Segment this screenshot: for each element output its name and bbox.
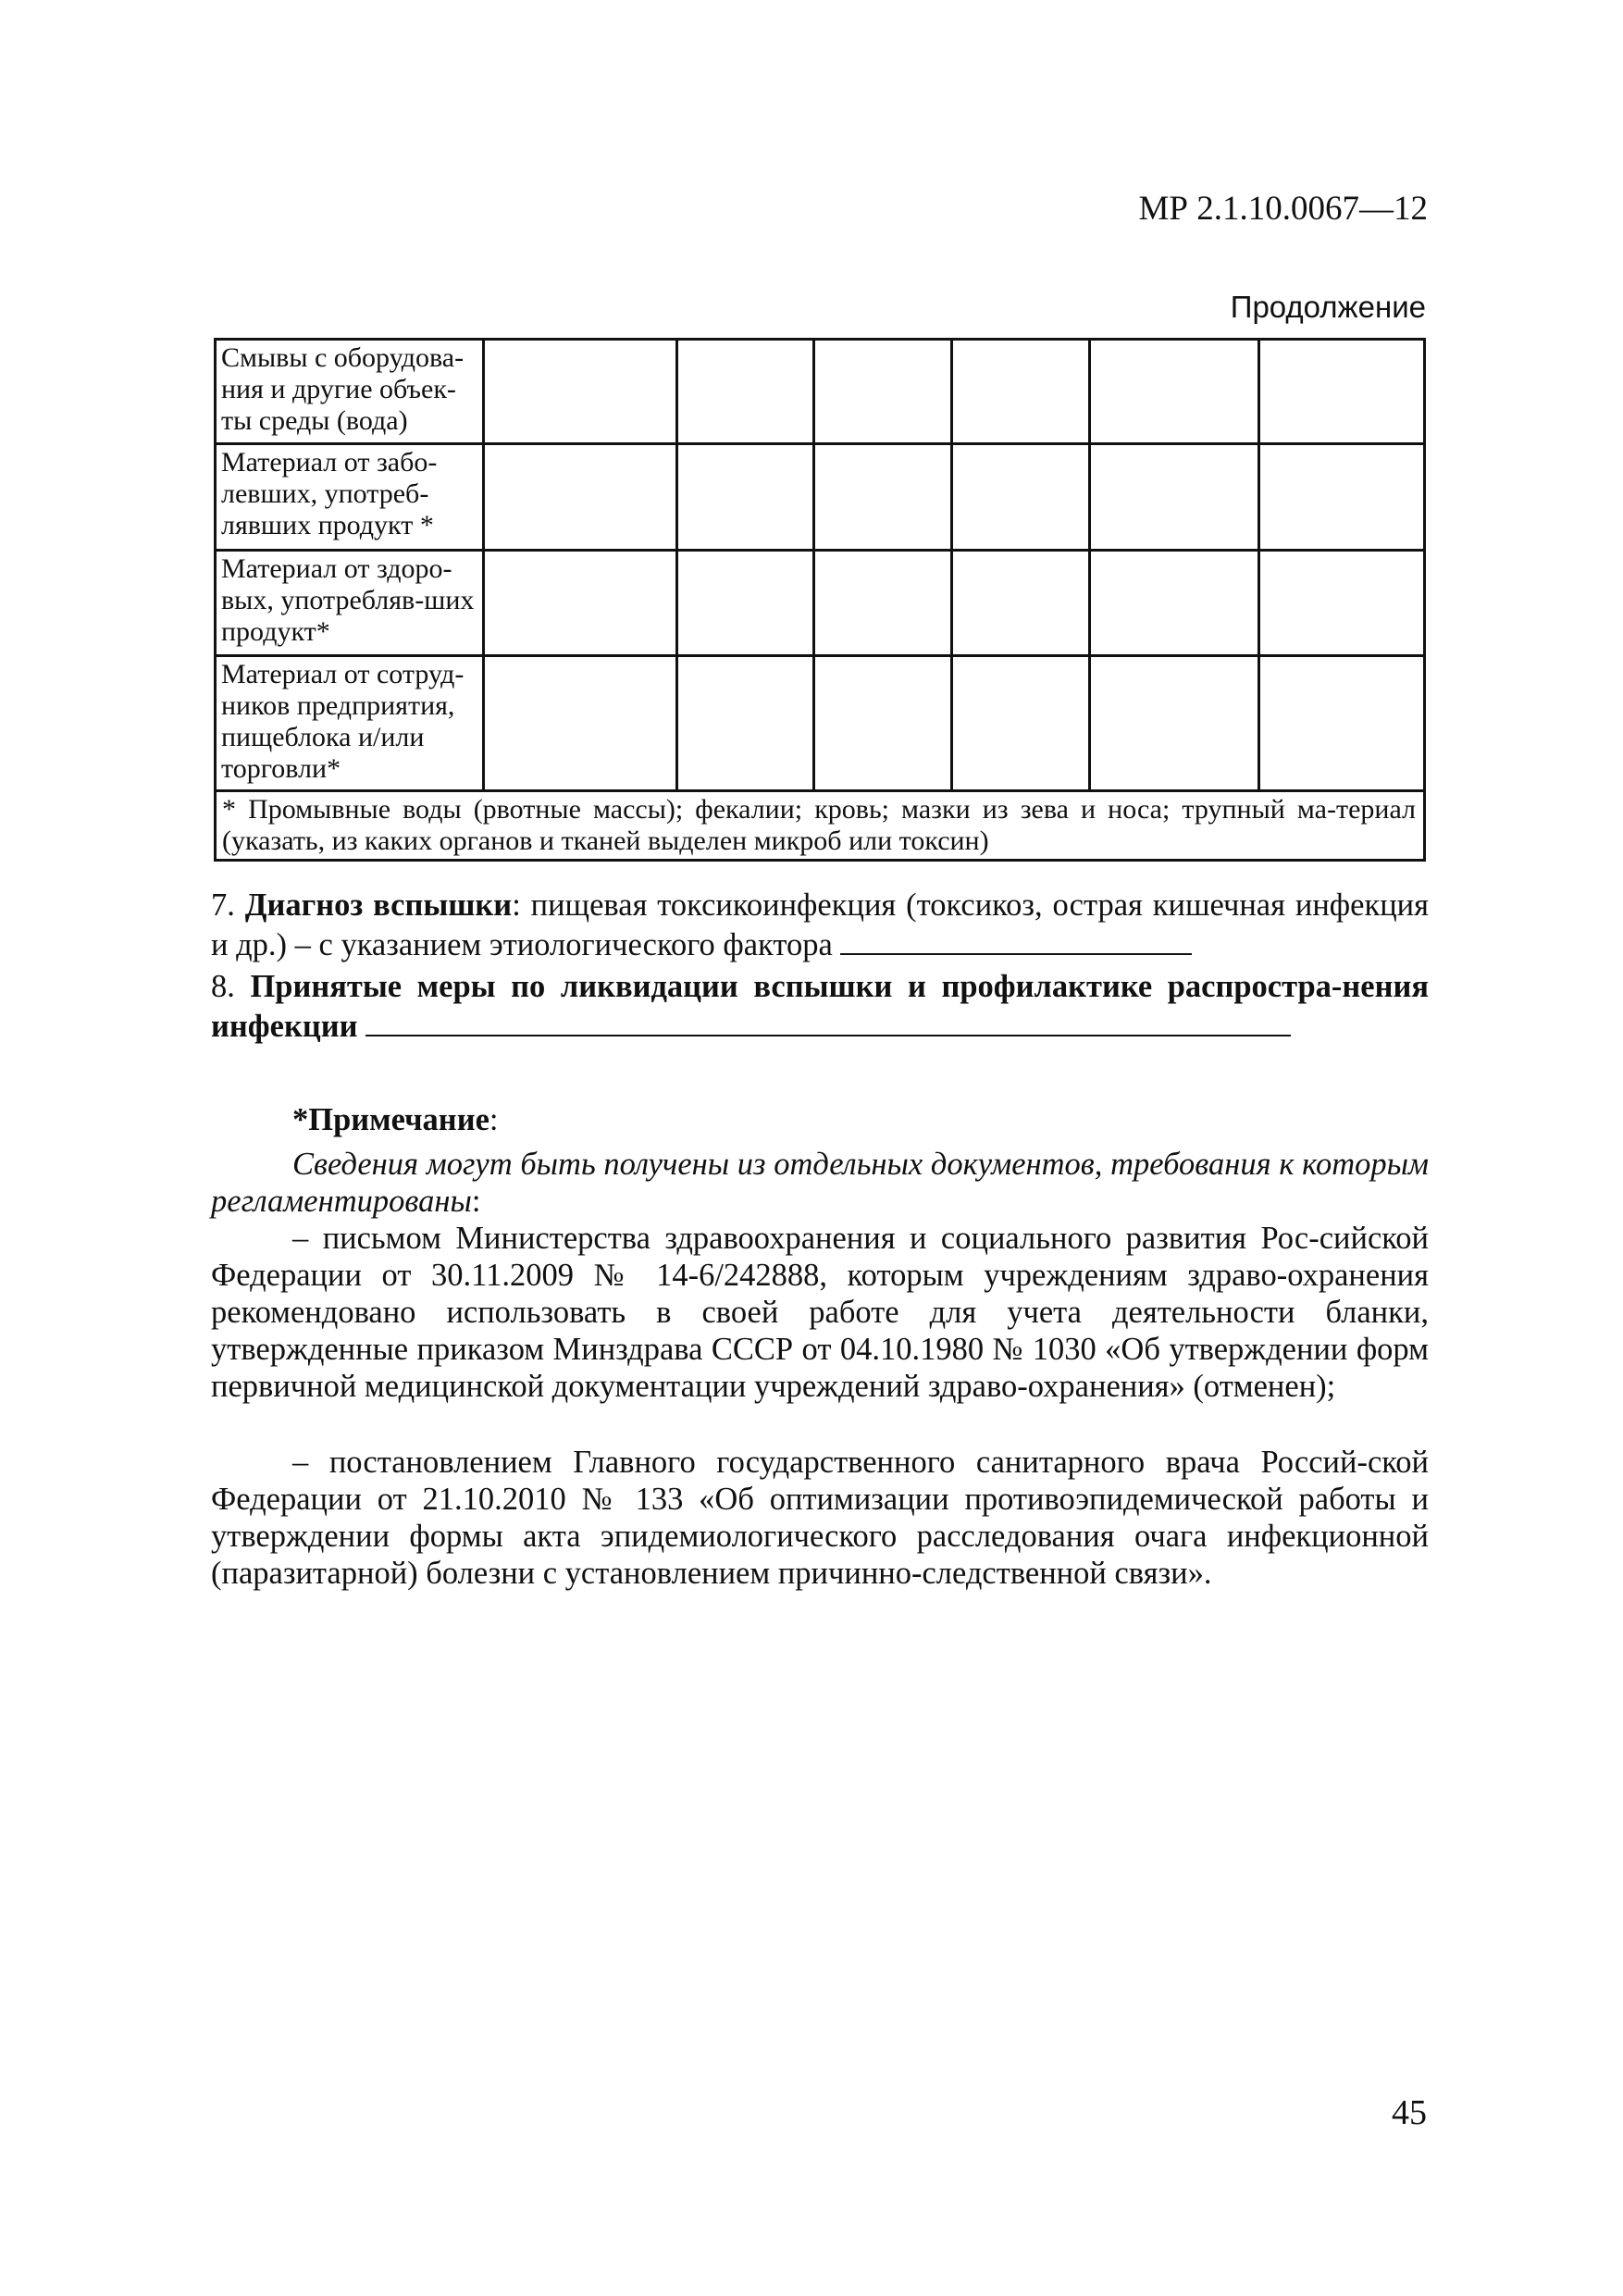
- table-cell: [483, 551, 676, 656]
- table-cell: [1090, 340, 1259, 444]
- note-title: *Примечание: [292, 1102, 489, 1137]
- table-row: [216, 444, 1425, 551]
- note-intro-text: Сведения могут быть получены из отдельных документов, требования к которым регламентированы: [211, 1147, 1429, 1219]
- note-item-2: – постановлением Главного государственного санитарного врача Россий-ской Федерации от 21.10.2010 № 133 «Об оптимизации противоэпидемической работы и утверждении формы акта эпидемиологического расследования очага инфекционной (паразитарной) болезни с установлением причинно-следственной связи».: [211, 1445, 1429, 1591]
- table-cell: [952, 551, 1090, 656]
- note-intro-colon: :: [471, 1184, 481, 1219]
- continuation-label: Продолжение: [1230, 290, 1426, 324]
- note-item-1: – письмом Министерства здравоохранения и социального развития Рос-сийской Федерации от 30.11.2009 № 14-6/242888, которым учреждениям здраво-охранения рекомендовано использовать в своей работе для учета деятельности бланки, утвержденные приказом Минздрава СССР от 04.10.1980 № 1030 «Об утверждении форм первичной медицинской документации учреждений здраво-охранения» (отменен);: [211, 1221, 1429, 1404]
- table-cell: [1090, 656, 1259, 791]
- table-cell: [483, 656, 676, 791]
- table-cell: [814, 340, 952, 444]
- document-code: МР 2.1.10.0067—12: [1138, 190, 1428, 228]
- table-cell: [814, 444, 952, 551]
- note-title-colon: :: [489, 1102, 499, 1137]
- table-cell: [1090, 444, 1259, 551]
- samples-table: [214, 338, 1426, 862]
- note-intro: [211, 1146, 1429, 1220]
- table-cell: [814, 551, 952, 656]
- page-number: 45: [1392, 2093, 1427, 2132]
- note-title-line: [211, 1101, 1429, 1138]
- table-cell: [483, 444, 676, 551]
- table-cell: [814, 656, 952, 791]
- table-cell: [1259, 656, 1425, 791]
- table-cell: [676, 551, 814, 656]
- row-label: Смывы с оборудова-ния и другие объек-ты среды (вода): [216, 340, 484, 444]
- item-8-title: Принятые меры по ликвидации вспышки и профилактике распростра-нения инфекции: [211, 969, 1430, 1044]
- item-8-measures: [211, 968, 1429, 1045]
- table-cell: [1259, 444, 1425, 551]
- table-cell: [676, 444, 814, 551]
- table-cell: [483, 340, 676, 444]
- item-7-title: Диагноз вспышки: [244, 887, 513, 923]
- item-7-number: 7.: [211, 887, 235, 923]
- table-row: [216, 656, 1425, 791]
- item-7-diagnosis: [211, 887, 1429, 963]
- table-cell: [952, 656, 1090, 791]
- table-cell: [952, 444, 1090, 551]
- table-cell: [676, 340, 814, 444]
- item-7-text: : пищевая токсикоинфекция (токсикоз, острая кишечная инфекция и др.) – с указанием этиологического фактора: [211, 887, 1429, 962]
- item-8-fill-line: [365, 1005, 1291, 1036]
- row-label: Материал от здоро-вых, употребляв-ших продукт*: [216, 551, 484, 656]
- table-cell: [676, 656, 814, 791]
- table-footnote-row: [216, 791, 1425, 861]
- table-row: [216, 551, 1425, 656]
- table-cell: [952, 340, 1090, 444]
- item-7-fill-line: [840, 924, 1192, 955]
- row-label: Материал от сотруд-ников предприятия, пищеблока и/или торговли*: [216, 656, 484, 791]
- table-cell: [1259, 551, 1425, 656]
- item-8-number: 8.: [211, 969, 235, 1004]
- row-label: Материал от забо-левших, употреб-лявших продукт *: [216, 444, 484, 551]
- table-cell: [1259, 340, 1425, 444]
- table-cell: [1090, 551, 1259, 656]
- table-row: [216, 340, 1425, 444]
- table-footnote: * Промывные воды (рвотные массы); фекалии; кровь; мазки из зева и носа; трупный ма-териал (указать, из каких органов и тканей выделен микроб или токсин): [216, 791, 1425, 861]
